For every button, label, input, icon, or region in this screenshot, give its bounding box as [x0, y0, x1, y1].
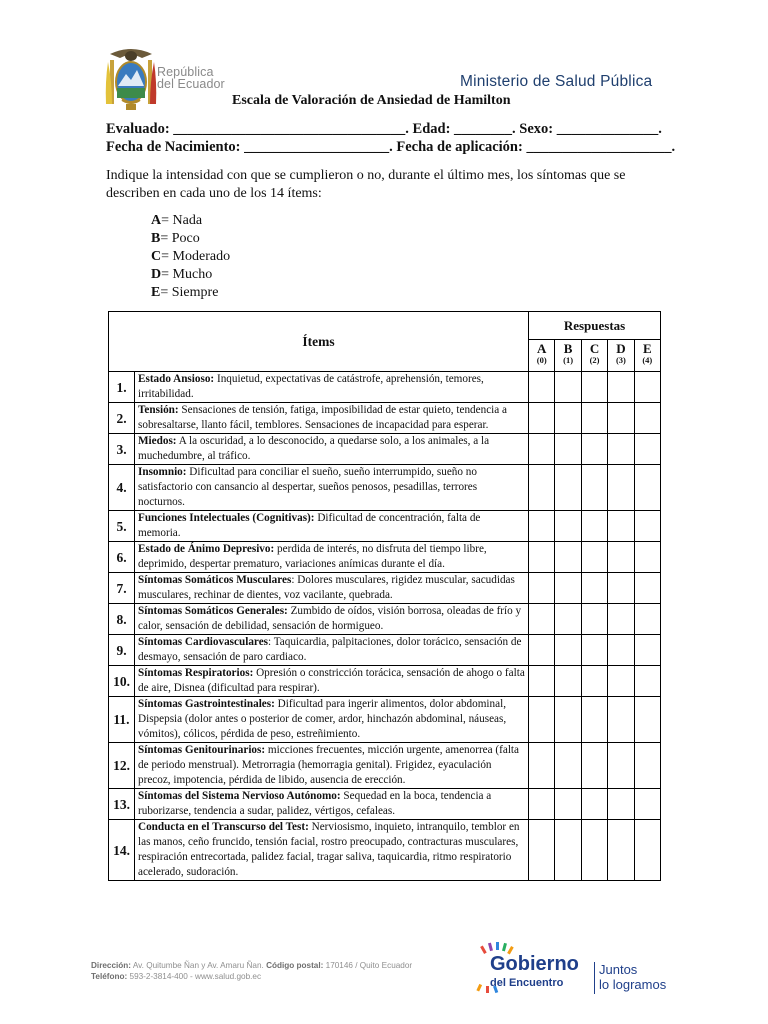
answer-cell-b[interactable]	[555, 372, 581, 403]
answer-cell-a[interactable]	[529, 465, 555, 511]
republica-ecuador-wordmark	[157, 66, 225, 90]
answer-cell-b[interactable]	[555, 789, 581, 820]
answer-cell-e[interactable]	[634, 820, 660, 881]
answer-cell-e[interactable]	[634, 573, 660, 604]
scale-label: Poco	[171, 231, 200, 246]
ministry-name: Ministerio de Salud Pública	[460, 73, 653, 90]
item-description	[135, 743, 529, 789]
answer-cell-b[interactable]	[555, 604, 581, 635]
gobierno-subtitle: del Encuentro	[490, 977, 564, 989]
answer-cell-d[interactable]	[608, 403, 634, 434]
answer-cell-c[interactable]	[581, 511, 607, 542]
answer-cell-a[interactable]	[529, 542, 555, 573]
scale-label: Nada	[172, 213, 203, 228]
republica-line2: del Ecuador	[157, 77, 225, 91]
column-points: (3)	[615, 355, 626, 365]
ecuador-coat-of-arms-icon	[104, 46, 158, 112]
answer-cell-d[interactable]	[608, 635, 634, 666]
instructions-text: Indique la intensidad con que se cumplieron o no, durante el último mes, los síntomas que se describen en cada uno de los 14 ítems:	[106, 168, 626, 201]
item-number: 9.	[109, 635, 135, 666]
address-label: Dirección:	[91, 961, 132, 970]
answer-cell-d[interactable]	[608, 434, 634, 465]
item-title: Estado de Ánimo Depresivo:	[138, 543, 275, 555]
answer-cell-a[interactable]	[529, 604, 555, 635]
answer-cell-c[interactable]	[581, 743, 607, 789]
scale-sep: =	[160, 285, 172, 300]
table-row	[109, 434, 661, 465]
table-row	[109, 511, 661, 542]
answer-cell-c[interactable]	[581, 666, 607, 697]
answer-cell-b[interactable]	[555, 434, 581, 465]
item-description	[135, 434, 529, 465]
gobierno-wordmark: Gobierno	[490, 953, 579, 975]
item-text: Nerviosismo, inquieto, intranquilo, temblor en las manos, ceño fruncido, tensión facial, rostro preocupado, contracturas musculares, respiración entrecortada, palidez facial, tragar saliva, taquicardia, ritmo respiratorio acelerado, sudoración.	[138, 821, 520, 878]
item-text: : Dolores musculares, rigidez muscular, sacudidas musculares, rechinar de dientes, voz vacilante, quebrada.	[138, 574, 515, 601]
answer-cell-c[interactable]	[581, 820, 607, 881]
table-row	[109, 542, 661, 573]
table-row	[109, 820, 661, 881]
item-description	[135, 573, 529, 604]
item-description	[135, 789, 529, 820]
answer-cell-c[interactable]	[581, 697, 607, 743]
scale-letter: D	[151, 267, 162, 282]
item-title: Síntomas Respiratorios:	[138, 667, 254, 679]
document-title: Escala de Valoración de Ansiedad de Hamilton	[232, 93, 511, 108]
answer-cell-e[interactable]	[634, 465, 660, 511]
table-row	[109, 697, 661, 743]
item-text: Dificultad para ingerir alimentos, dolor abdominal, Dispepsia (dolor antes o posterior de comer, ardor, hinchazón abdominal, náuseas, vómitos), cólicos, pérdida de peso, estreñimiento.	[138, 698, 507, 740]
scale-sep: =	[161, 267, 173, 282]
scale-letter: C	[151, 249, 162, 264]
answer-cell-b[interactable]	[555, 666, 581, 697]
answer-cell-b[interactable]	[555, 542, 581, 573]
item-text: Dificultad de concentración, falta de memoria.	[138, 512, 481, 539]
item-text: perdida de interés, no disfruta del tiempo libre, deprimido, despertar prematuro, variaciones anímicas durante el día.	[138, 543, 487, 570]
column-letter: E	[642, 341, 652, 356]
answer-cell-d[interactable]	[608, 511, 634, 542]
scale-item	[151, 284, 230, 302]
column-letter: A	[537, 341, 547, 356]
column-header-e	[634, 340, 660, 372]
phone-text: 593-2-3814-400 - www.salud.gob.ec	[127, 972, 262, 981]
answer-cell-c[interactable]	[581, 635, 607, 666]
answer-cell-e[interactable]	[634, 434, 660, 465]
scale-label: Siempre	[171, 285, 219, 300]
table-row	[109, 465, 661, 511]
answer-cell-e[interactable]	[634, 604, 660, 635]
item-title: Tensión:	[138, 404, 179, 416]
response-scale-legend	[151, 212, 230, 302]
item-title: Síntomas Genitourinarios:	[138, 744, 266, 756]
answer-cell-d[interactable]	[608, 666, 634, 697]
item-title: Síntomas Somáticos Generales:	[138, 605, 288, 617]
column-points: (4)	[642, 355, 653, 365]
answer-cell-a[interactable]	[529, 403, 555, 434]
scale-label: Moderado	[172, 249, 231, 264]
answer-cell-d[interactable]	[608, 372, 634, 403]
item-title: Síntomas del Sistema Nervioso Autónomo:	[138, 790, 341, 802]
column-points: (2)	[589, 355, 600, 365]
item-title: Insomnio:	[138, 466, 187, 478]
answer-cell-b[interactable]	[555, 697, 581, 743]
form-line-evaluado[interactable]: Evaluado: ________________________________. Edad: ________. Sexo: ______________.	[106, 121, 662, 137]
item-number: 1.	[109, 372, 135, 403]
answer-cell-a[interactable]	[529, 573, 555, 604]
item-title: Funciones Intelectuales (Cognitivas):	[138, 512, 315, 524]
item-number: 8.	[109, 604, 135, 635]
footer-contact	[91, 960, 412, 982]
item-title: Estado Ansioso:	[138, 373, 215, 385]
item-description	[135, 635, 529, 666]
item-text: A la oscuridad, a lo desconocido, a quedarse solo, a los animales, a la muchedumbre, al tráfico.	[138, 435, 490, 462]
table-row	[109, 635, 661, 666]
scale-label: Mucho	[172, 267, 213, 282]
column-header-b	[555, 340, 581, 372]
answer-cell-a[interactable]	[529, 372, 555, 403]
items-header: Ítems	[109, 312, 529, 372]
item-description	[135, 697, 529, 743]
answer-cell-a[interactable]	[529, 743, 555, 789]
item-description	[135, 542, 529, 573]
answer-cell-a[interactable]	[529, 820, 555, 881]
slogan-line1: Juntos	[599, 962, 638, 977]
answer-cell-d[interactable]	[608, 820, 634, 881]
item-text: Dificultad para conciliar el sueño, sueño interrumpido, sueño no satisfactorio con cansancio al despertar, sueños penosos, pesadillas, terrores nocturnos.	[138, 466, 478, 508]
table-row	[109, 789, 661, 820]
footer-phone-line	[91, 971, 412, 982]
answer-cell-d[interactable]	[608, 465, 634, 511]
item-text: : Taquicardia, palpitaciones, dolor torácico, sensación de desmayo, sensación de paro cardiaco.	[138, 636, 522, 663]
phone-label: Teléfono:	[91, 972, 128, 981]
answer-cell-c[interactable]	[581, 573, 607, 604]
answer-cell-c[interactable]	[581, 542, 607, 573]
item-text: Sequedad en la boca, tendencia a ruborizarse, tendencia a sudar, palidez, vértigos, cefaleas.	[138, 790, 492, 817]
answer-cell-c[interactable]	[581, 789, 607, 820]
item-text: Opresión o constricción torácica, sensación de ahogo o falta de aire, Disnea (dificultad para respirar).	[138, 667, 525, 694]
answer-cell-a[interactable]	[529, 434, 555, 465]
column-header-c	[581, 340, 607, 372]
scale-sep: =	[161, 249, 173, 264]
answer-cell-b[interactable]	[555, 820, 581, 881]
table-row	[109, 743, 661, 789]
gobierno-slogan	[599, 962, 666, 992]
item-number: 4.	[109, 465, 135, 511]
slogan-line2: lo logramos	[599, 977, 667, 992]
scale-item	[151, 266, 230, 284]
scale-letter: E	[151, 285, 161, 300]
table-header-row	[109, 312, 661, 340]
item-title: Miedos:	[138, 435, 177, 447]
table-row	[109, 573, 661, 604]
scale-letter: A	[151, 213, 162, 228]
column-letter: D	[616, 341, 626, 356]
scale-item	[151, 248, 230, 266]
republica-line1: República	[157, 65, 214, 79]
column-header-a	[529, 340, 555, 372]
item-description	[135, 666, 529, 697]
scale-sep: =	[161, 213, 173, 228]
item-text: Zumbido de oídos, visión borrosa, oleadas de frío y calor, sensación de debilidad, sensación de hormigueo.	[138, 605, 522, 632]
answer-cell-e[interactable]	[634, 697, 660, 743]
answer-cell-a[interactable]	[529, 666, 555, 697]
item-description	[135, 511, 529, 542]
answer-cell-d[interactable]	[608, 697, 634, 743]
scale-item	[151, 212, 230, 230]
answer-cell-d[interactable]	[608, 743, 634, 789]
responses-header: Respuestas	[529, 312, 661, 340]
item-title: Conducta en el Transcurso del Test:	[138, 821, 309, 833]
hamilton-items-table	[108, 311, 661, 881]
footer-address-line	[91, 960, 412, 971]
answer-cell-d[interactable]	[608, 542, 634, 573]
item-description	[135, 372, 529, 403]
column-header-d	[608, 340, 634, 372]
answer-cell-b[interactable]	[555, 635, 581, 666]
answer-cell-e[interactable]	[634, 635, 660, 666]
answer-cell-c[interactable]	[581, 465, 607, 511]
answer-cell-d[interactable]	[608, 573, 634, 604]
item-description	[135, 604, 529, 635]
item-number: 7.	[109, 573, 135, 604]
answer-cell-b[interactable]	[555, 465, 581, 511]
table-row	[109, 604, 661, 635]
item-number: 11.	[109, 697, 135, 743]
item-title: Síntomas Gastrointestinales:	[138, 698, 275, 710]
item-number: 10.	[109, 666, 135, 697]
answer-cell-e[interactable]	[634, 372, 660, 403]
item-number: 5.	[109, 511, 135, 542]
column-points: (1)	[563, 355, 574, 365]
postal-label: Código postal:	[266, 961, 324, 970]
answer-cell-e[interactable]	[634, 542, 660, 573]
item-number: 3.	[109, 434, 135, 465]
answer-cell-e[interactable]	[634, 743, 660, 789]
answer-cell-b[interactable]	[555, 403, 581, 434]
answer-cell-e[interactable]	[634, 666, 660, 697]
answer-cell-c[interactable]	[581, 403, 607, 434]
answer-cell-b[interactable]	[555, 743, 581, 789]
answer-cell-c[interactable]	[581, 434, 607, 465]
answer-cell-e[interactable]	[634, 511, 660, 542]
answer-cell-a[interactable]	[529, 697, 555, 743]
column-points: (0)	[536, 355, 547, 365]
address-text: Av. Quitumbe Ñan y Av. Amaru Ñan.	[131, 961, 267, 970]
scale-item	[151, 230, 230, 248]
answer-cell-a[interactable]	[529, 635, 555, 666]
postal-text: 170146 / Quito Ecuador	[323, 961, 413, 970]
answer-cell-a[interactable]	[529, 511, 555, 542]
column-letter: B	[563, 341, 573, 356]
item-description	[135, 465, 529, 511]
answer-cell-d[interactable]	[608, 604, 634, 635]
scale-sep: =	[160, 231, 172, 246]
answer-cell-b[interactable]	[555, 511, 581, 542]
item-text: Inquietud, expectativas de catástrofe, aprehensión, temores, irritabilidad.	[138, 373, 484, 400]
table-row	[109, 666, 661, 697]
item-number: 2.	[109, 403, 135, 434]
item-title: Síntomas Somáticos Musculares	[138, 574, 292, 586]
item-title: Síntomas Cardiovasculares	[138, 636, 269, 648]
form-line-fechas[interactable]: Fecha de Nacimiento: ____________________. Fecha de aplicación: ____________________.	[106, 139, 676, 155]
item-text: Sensaciones de tensión, fatiga, imposibilidad de estar quieto, tendencia a sobresaltarse, llanto fácil, temblores. Sensaciones de incapacidad para esperar.	[138, 404, 508, 431]
item-description	[135, 403, 529, 434]
item-number: 12.	[109, 743, 135, 789]
item-text: micciones frecuentes, micción urgente, amenorrea (falta de periodo menstrual). Metrorragia (hemorragia genital). Frigidez, eyaculación precoz, impotencia, pérdida de libido, ausencia de erección.	[138, 744, 520, 786]
answer-cell-c[interactable]	[581, 604, 607, 635]
scale-letter: B	[151, 231, 161, 246]
answer-cell-e[interactable]	[634, 403, 660, 434]
table-row	[109, 403, 661, 434]
item-number: 14.	[109, 820, 135, 881]
logo-divider	[594, 962, 595, 994]
table-row	[109, 372, 661, 403]
answer-cell-e[interactable]	[634, 789, 660, 820]
item-number: 13.	[109, 789, 135, 820]
answer-cell-c[interactable]	[581, 372, 607, 403]
item-description	[135, 820, 529, 881]
answer-cell-b[interactable]	[555, 573, 581, 604]
answer-cell-d[interactable]	[608, 789, 634, 820]
column-letter: C	[589, 341, 600, 356]
answer-cell-a[interactable]	[529, 789, 555, 820]
item-number: 6.	[109, 542, 135, 573]
